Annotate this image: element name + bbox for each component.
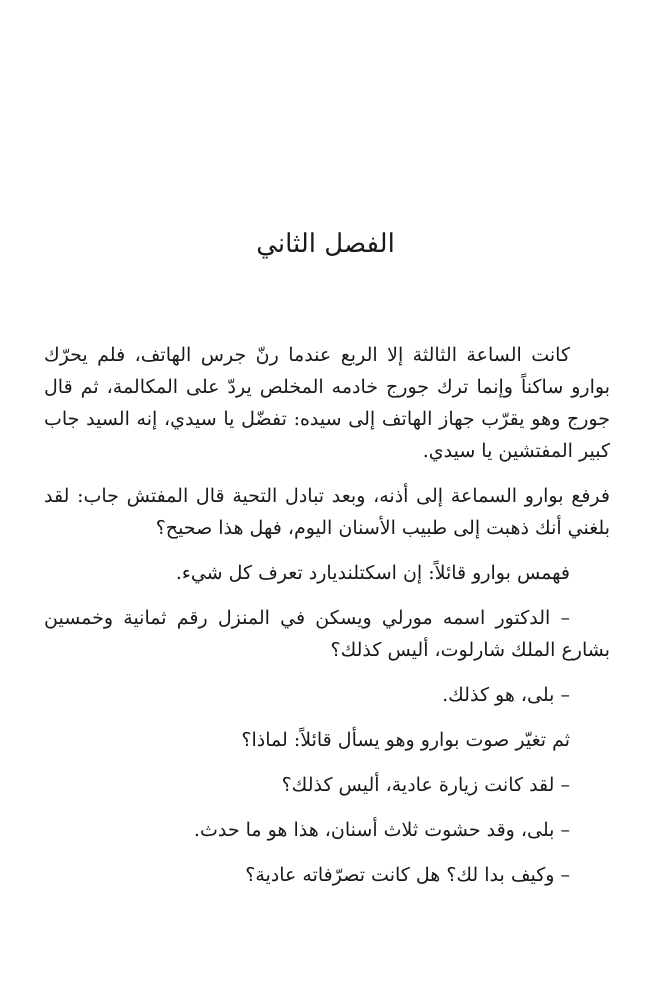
paragraph: ثم تغيّر صوت بوارو وهو يسأل قائلاً: لماذا؟	[241, 729, 570, 751]
chapter-body	[44, 339, 610, 904]
chapter-title: الفصل الثاني	[256, 229, 395, 259]
paragraph: فرفع بوارو السماعة إلى أذنه، وبعد تبادل التحية قال المفتش جاب: لقد بلغني أنك ذهبت إلى طبيب الأسنان اليوم، فهل هذا صحيح؟	[44, 485, 610, 539]
dialogue-line: – بلى، هو كذلك.	[442, 684, 570, 706]
dialogue-line: – وكيف بدا لك؟ هل كانت تصرّفاته عادية؟	[245, 864, 570, 886]
dialogue-line: – بلى، وقد حشوت ثلاث أسنان، هذا هو ما حدث.	[193, 819, 570, 841]
dialogue-line: – الدكتور اسمه مورلي ويسكن في المنزل رقم ثمانية وخمسين بشارع الملك شارلوت، أليس كذلك؟	[44, 607, 610, 661]
dialogue-line: – لقد كانت زيارة عادية، أليس كذلك؟	[281, 774, 570, 796]
paragraph: فهمس بوارو قائلاً: إن اسكتلنديارد تعرف كل شيء.	[175, 562, 570, 584]
paragraph: كانت الساعة الثالثة إلا الربع عندما رنّ جرس الهاتف، فلم يحرّك بوارو ساكناً وإنما ترك جورج خادمه المخلص يردّ على المكالمة، ثم قال جورج وهو يقرّب جهاز الهاتف إلى سيده: تفضّل يا سيدي، إنه السيد جاب كبير المفتشين يا سيدي.	[44, 344, 610, 462]
